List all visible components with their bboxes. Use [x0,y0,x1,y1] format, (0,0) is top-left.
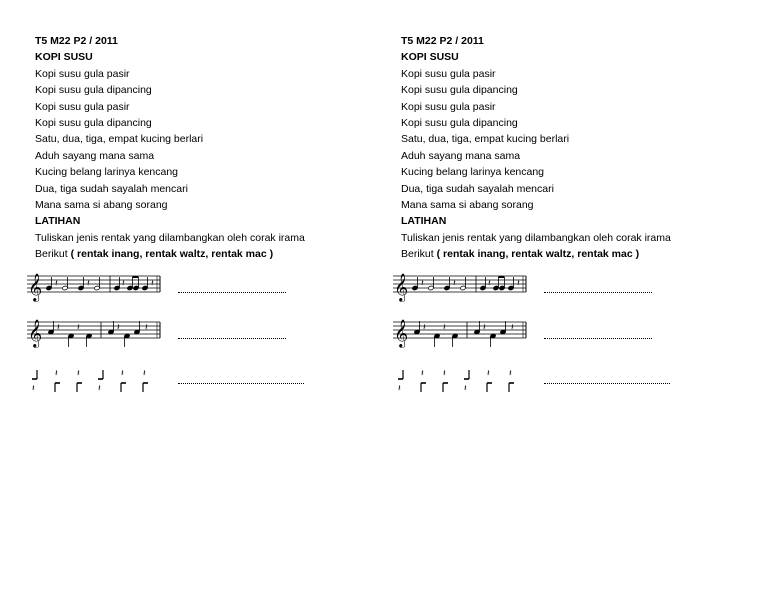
lyric-line: Aduh sayang mana sama [401,149,521,162]
lyric-line: Dua, tiga sudah sayalah mencari [35,182,188,195]
svg-text:𝄽: 𝄽 [464,384,467,395]
treble-staff-rhythm-icon [391,316,531,350]
lyric-line: Kopi susu gula dipancing [401,116,518,129]
answer-line[interactable] [544,291,652,293]
rhythm-exercise-3 [398,364,731,404]
svg-text:𝄽: 𝄽 [57,323,60,334]
lyric-line: Dua, tiga sudah sayalah mencari [401,182,554,195]
answer-line[interactable] [544,382,670,384]
lyric-line: Mana sama si abang sorang [401,198,534,211]
lyric-line: Kopi susu gula dipancing [35,84,152,97]
options-prefix: Berikut [35,248,71,261]
options-prefix: Berikut [401,248,437,261]
svg-text:𝄽: 𝄽 [87,279,90,290]
lyric-line: Satu, dua, tiga, empat kucing berlari [35,133,204,146]
percussion-rest-rhythm-icon [391,364,531,398]
lyric-line: Kopi susu gula pasir [401,67,496,80]
song-title: KOPI SUSU [401,51,459,64]
svg-text:𝄽: 𝄽 [143,369,146,380]
answer-line[interactable] [544,337,652,339]
lyric-line: Kucing belang larinya kencang [401,166,545,179]
svg-text:𝄽: 𝄽 [77,323,80,334]
options-list: ( rentak inang, rentak waltz, rentak mac ) [70,248,274,261]
svg-text:𝄽: 𝄽 [421,279,424,290]
svg-text:𝄽: 𝄽 [32,384,35,395]
rhythm-exercise-3 [32,364,365,404]
svg-text:𝄞: 𝄞 [394,319,409,348]
svg-text:𝄽: 𝄽 [121,369,124,380]
svg-text:𝄽: 𝄽 [423,323,426,334]
svg-text:𝄽: 𝄽 [453,279,456,290]
exercise-options [401,246,731,262]
svg-text:𝄽: 𝄽 [55,279,58,290]
options-list: ( rentak inang, rentak waltz, rentak mac ) [436,248,640,261]
exercise-title: LATIHAN [401,215,447,228]
worksheet-header: T5 M22 P2 / 2011 [35,35,118,47]
worksheet-right [394,33,731,404]
exercise-instruction: Tuliskan jenis rentak yang dilambangkan oleh corak irama [401,231,671,244]
svg-text:𝄽: 𝄽 [487,369,490,380]
svg-text:𝄽: 𝄽 [488,279,491,290]
lyric-line: Kucing belang larinya kencang [35,166,179,179]
exercise-instruction: Tuliskan jenis rentak yang dilambangkan oleh corak irama [35,231,305,244]
svg-text:𝄽: 𝄽 [483,323,486,334]
song-title: KOPI SUSU [35,51,93,64]
exercise-title: LATIHAN [35,215,81,228]
worksheet-header: T5 M22 P2 / 2011 [401,35,484,47]
answer-line[interactable] [178,337,286,339]
lyric-line: Aduh sayang mana sama [35,149,155,162]
svg-text:𝄽: 𝄽 [398,384,401,395]
treble-staff-rhythm-icon [25,316,165,350]
answer-line[interactable] [178,382,304,384]
svg-text:𝄽: 𝄽 [421,369,424,380]
svg-text:𝄽: 𝄽 [511,323,514,334]
lyric-line: Kopi susu gula pasir [35,67,130,80]
lyric-line: Satu, dua, tiga, empat kucing berlari [401,133,570,146]
svg-text:𝄞: 𝄞 [28,273,43,302]
svg-text:𝄽: 𝄽 [443,369,446,380]
rhythm-exercise-1 [28,270,365,310]
lyric-line: Mana sama si abang sorang [35,198,168,211]
exercise-options [35,246,365,262]
lyric-line: Kopi susu gula dipancing [401,84,518,97]
answer-line[interactable] [178,291,286,293]
rhythm-exercise-2 [28,316,365,356]
rhythm-exercise-1 [394,270,731,310]
svg-text:𝄽: 𝄽 [122,279,125,290]
lyric-line: Kopi susu gula pasir [401,100,496,113]
lyric-line: Kopi susu gula dipancing [35,116,152,129]
rhythm-exercise-2 [394,316,731,356]
svg-text:𝄞: 𝄞 [394,273,409,302]
svg-text:𝄽: 𝄽 [55,369,58,380]
svg-text:𝄽: 𝄽 [443,323,446,334]
percussion-rest-rhythm-icon [25,364,165,398]
svg-text:𝄽: 𝄽 [509,369,512,380]
svg-text:𝄞: 𝄞 [28,319,43,348]
worksheet-left [28,33,365,404]
svg-text:𝄽: 𝄽 [517,279,520,290]
svg-text:𝄽: 𝄽 [151,279,154,290]
treble-staff-rhythm-icon [391,270,531,304]
svg-text:𝄽: 𝄽 [98,384,101,395]
svg-text:𝄽: 𝄽 [145,323,148,334]
svg-text:𝄽: 𝄽 [117,323,120,334]
lyric-line: Kopi susu gula pasir [35,100,130,113]
treble-staff-rhythm-icon [25,270,165,304]
svg-text:𝄽: 𝄽 [77,369,80,380]
